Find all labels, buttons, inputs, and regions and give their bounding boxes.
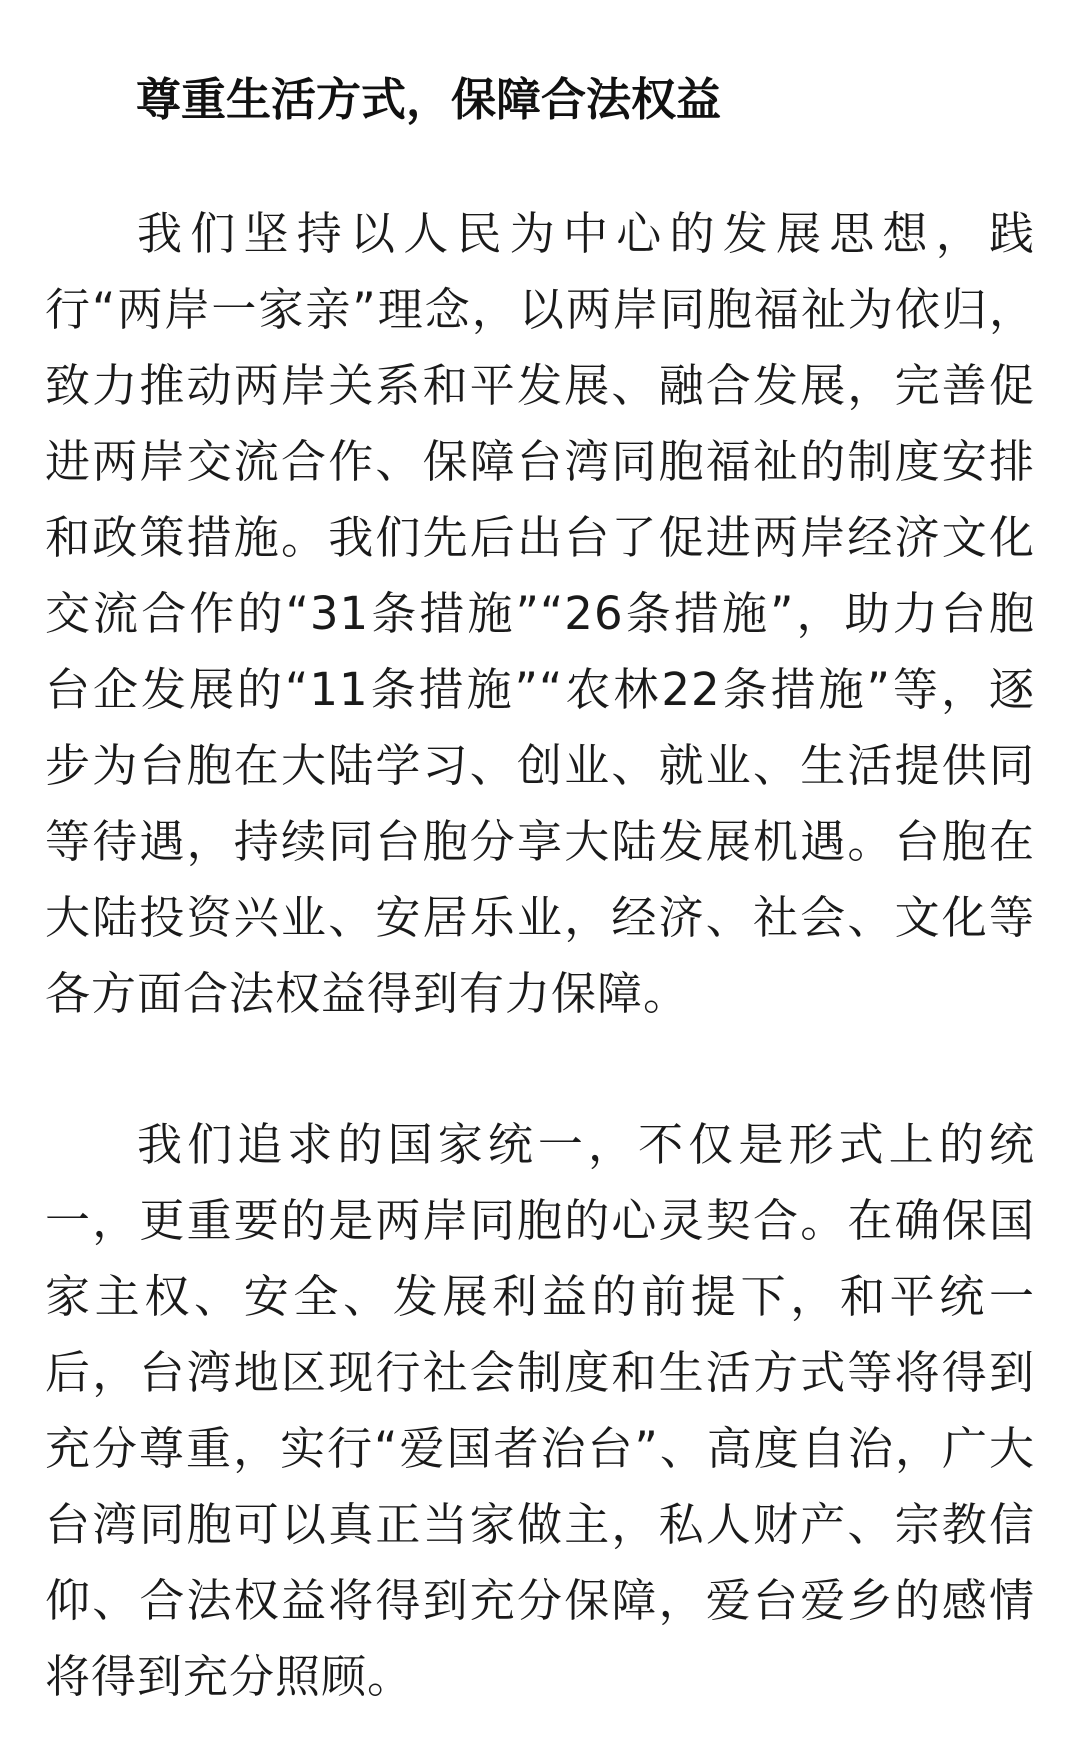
section-heading: 尊重生活方式，保障合法权益 — [136, 73, 722, 126]
paragraph-living-rights: 我们坚持以人民为中心的发展思想，践行“两岸一家亲”理念，以两岸同胞福祉为依归，致力推动两岸关系和平发展、融合发展，完善促进两岸交流合作、保障台湾同胞福祉的制度安排和政策措施。我们先后出台了促进两岸经济文化交流合作的“31条措施”“26条措施”，助力台胞台企发展的“11条措施”“农林22条措施”等，逐步为台胞在大陆学习、创业、就业、生活提供同等待遇，持续同台胞分享大陆发展机遇。台胞在大陆投资兴业、安居乐业，经济、社会、文化等各方面合法权益得到有力保障。 — [45, 207, 1035, 1020]
paragraph-reunification: 我们追求的国家统一，不仅是形式上的统一，更重要的是两岸同胞的心灵契合。在确保国家主权、安全、发展利益的前提下，和平统一后，台湾地区现行社会制度和生活方式等将得到充分尊重，实行“爱国者治台”、高度自治，广大台湾同胞可以真正当家做主，私人财产、宗教信仰、合法权益将得到充分保障，爱台爱乡的感情将得到充分照顾。 — [45, 1118, 1035, 1703]
